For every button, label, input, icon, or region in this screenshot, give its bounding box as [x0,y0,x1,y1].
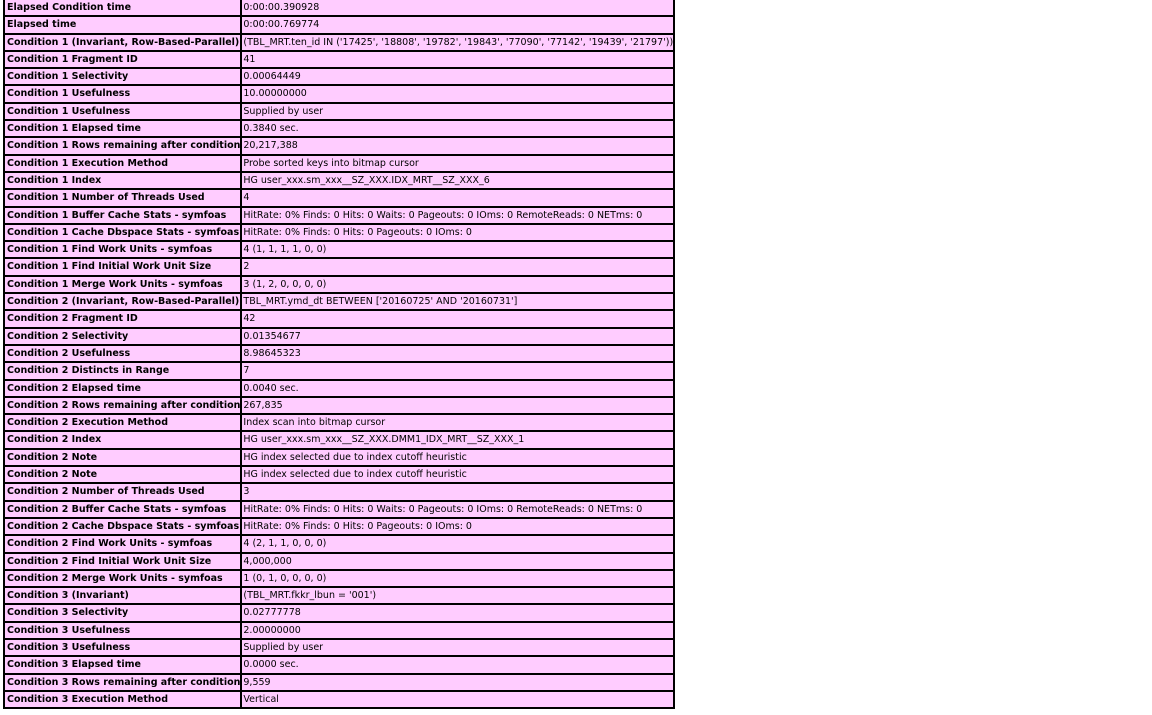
table-row [4,345,674,362]
row-label: Condition 1 Number of Threads Used [4,189,241,206]
row-value: 0.00064449 [241,68,674,85]
row-value: 9,559 [241,674,674,691]
table-row [4,172,674,189]
row-value: 4 (1, 1, 1, 1, 0, 0) [241,241,674,258]
row-label: Condition 2 (Invariant, Row-Based-Parallel) [4,293,241,310]
row-value: 41 [241,51,674,68]
row-label: Condition 1 Cache Dbspace Stats - symfoas [4,224,241,241]
table-row [4,68,674,85]
row-value: HitRate: 0% Finds: 0 Hits: 0 Pageouts: 0 IOms: 0 [241,224,674,241]
table-row [4,207,674,224]
row-label: Condition 1 Execution Method [4,155,241,172]
row-label: Condition 1 Usefulness [4,85,241,102]
row-label: Condition 2 Execution Method [4,414,241,431]
row-label: Condition 2 Find Work Units - symfoas [4,535,241,552]
table-row [4,0,674,16]
table-row [4,51,674,68]
row-value: Index scan into bitmap cursor [241,414,674,431]
table-row [4,397,674,414]
table-row [4,535,674,552]
table-row [4,362,674,379]
table-row [4,501,674,518]
query-plan-details [3,0,675,709]
table-row [4,310,674,327]
row-label: Condition 2 Note [4,466,241,483]
row-label: Condition 3 Usefulness [4,639,241,656]
row-value: 0.3840 sec. [241,120,674,137]
row-label: Condition 2 Rows remaining after condition [4,397,241,414]
row-label: Condition 2 Buffer Cache Stats - symfoas [4,501,241,518]
row-value: HitRate: 0% Finds: 0 Hits: 0 Waits: 0 Pageouts: 0 IOms: 0 RemoteReads: 0 NETms: 0 [241,501,674,518]
table-row [4,674,674,691]
row-label: Condition 2 Cache Dbspace Stats - symfoas [4,518,241,535]
row-label: Condition 2 Fragment ID [4,310,241,327]
plan-table [3,0,675,709]
row-value: 0.0040 sec. [241,380,674,397]
row-label: Condition 1 Elapsed time [4,120,241,137]
row-label: Condition 1 Rows remaining after condition [4,137,241,154]
table-row [4,380,674,397]
table-row [4,34,674,51]
row-label: Condition 3 Rows remaining after condition [4,674,241,691]
table-row [4,639,674,656]
row-label: Condition 2 Note [4,449,241,466]
row-value: 7 [241,362,674,379]
row-label: Elapsed time [4,16,241,33]
row-label: Condition 2 Merge Work Units - symfoas [4,570,241,587]
row-value: 0:00:00.769774 [241,16,674,33]
row-label: Condition 3 (Invariant) [4,587,241,604]
row-label: Condition 3 Usefulness [4,622,241,639]
row-value: 8.98645323 [241,345,674,362]
table-row [4,276,674,293]
table-row [4,587,674,604]
row-value: 0:00:00.390928 [241,0,674,16]
row-label: Condition 2 Elapsed time [4,380,241,397]
row-value: (TBL_MRT.ten_id IN ('17425', '18808', '19782', '19843', '77090', '77142', '19439', '21797')) [241,34,674,51]
row-value: Supplied by user [241,103,674,120]
row-value: Probe sorted keys into bitmap cursor [241,155,674,172]
row-value: 2.00000000 [241,622,674,639]
row-label: Condition 2 Index [4,431,241,448]
row-label: Condition 1 Buffer Cache Stats - symfoas [4,207,241,224]
table-row [4,622,674,639]
row-label: Condition 1 Find Work Units - symfoas [4,241,241,258]
row-value: 4,000,000 [241,553,674,570]
row-value: Supplied by user [241,639,674,656]
row-label: Condition 1 Merge Work Units - symfoas [4,276,241,293]
table-row [4,293,674,310]
table-row [4,103,674,120]
table-row [4,518,674,535]
table-row [4,656,674,673]
row-value: (TBL_MRT.fkkr_lbun = '001') [241,587,674,604]
row-value: 4 (2, 1, 1, 0, 0, 0) [241,535,674,552]
row-label: Condition 3 Elapsed time [4,656,241,673]
table-row [4,224,674,241]
table-row [4,85,674,102]
row-label: Condition 3 Selectivity [4,604,241,621]
row-label: Condition 2 Usefulness [4,345,241,362]
table-row [4,16,674,33]
row-value: 3 [241,483,674,500]
row-label: Condition 2 Distincts in Range [4,362,241,379]
row-value: 2 [241,258,674,275]
row-label: Condition 1 Fragment ID [4,51,241,68]
row-label: Condition 1 Find Initial Work Unit Size [4,258,241,275]
table-row [4,553,674,570]
row-value: HitRate: 0% Finds: 0 Hits: 0 Waits: 0 Pageouts: 0 IOms: 0 RemoteReads: 0 NETms: 0 [241,207,674,224]
table-row [4,189,674,206]
row-value: 4 [241,189,674,206]
table-row [4,483,674,500]
table-row [4,604,674,621]
row-value: 3 (1, 2, 0, 0, 0, 0) [241,276,674,293]
row-value: 0.02777778 [241,604,674,621]
table-row [4,691,674,708]
row-value: 0.0000 sec. [241,656,674,673]
row-label: Condition 1 (Invariant, Row-Based-Parallel) [4,34,241,51]
row-value: HG index selected due to index cutoff heuristic [241,449,674,466]
table-row [4,155,674,172]
table-row [4,449,674,466]
row-value: TBL_MRT.ymd_dt BETWEEN ['20160725' AND '20160731'] [241,293,674,310]
row-label: Condition 3 Execution Method [4,691,241,708]
row-label: Condition 2 Find Initial Work Unit Size [4,553,241,570]
row-value: HitRate: 0% Finds: 0 Hits: 0 Pageouts: 0 IOms: 0 [241,518,674,535]
table-row [4,570,674,587]
plan-table-body [4,0,674,708]
row-label: Elapsed Condition time [4,0,241,16]
row-value: 10.00000000 [241,85,674,102]
row-value: 0.01354677 [241,328,674,345]
row-value: 42 [241,310,674,327]
table-row [4,120,674,137]
table-row [4,414,674,431]
row-value: 267,835 [241,397,674,414]
row-value: Vertical [241,691,674,708]
row-value: HG user_xxx.sm_xxx__SZ_XXX.IDX_MRT__SZ_XXX_6 [241,172,674,189]
row-value: HG user_xxx.sm_xxx__SZ_XXX.DMM1_IDX_MRT__SZ_XXX_1 [241,431,674,448]
row-label: Condition 2 Number of Threads Used [4,483,241,500]
table-row [4,328,674,345]
table-row [4,431,674,448]
row-label: Condition 1 Usefulness [4,103,241,120]
row-label: Condition 1 Selectivity [4,68,241,85]
table-row [4,466,674,483]
table-row [4,258,674,275]
table-row [4,241,674,258]
row-value: 20,217,388 [241,137,674,154]
row-value: HG index selected due to index cutoff heuristic [241,466,674,483]
row-value: 1 (0, 1, 0, 0, 0, 0) [241,570,674,587]
row-label: Condition 1 Index [4,172,241,189]
table-row [4,137,674,154]
row-label: Condition 2 Selectivity [4,328,241,345]
